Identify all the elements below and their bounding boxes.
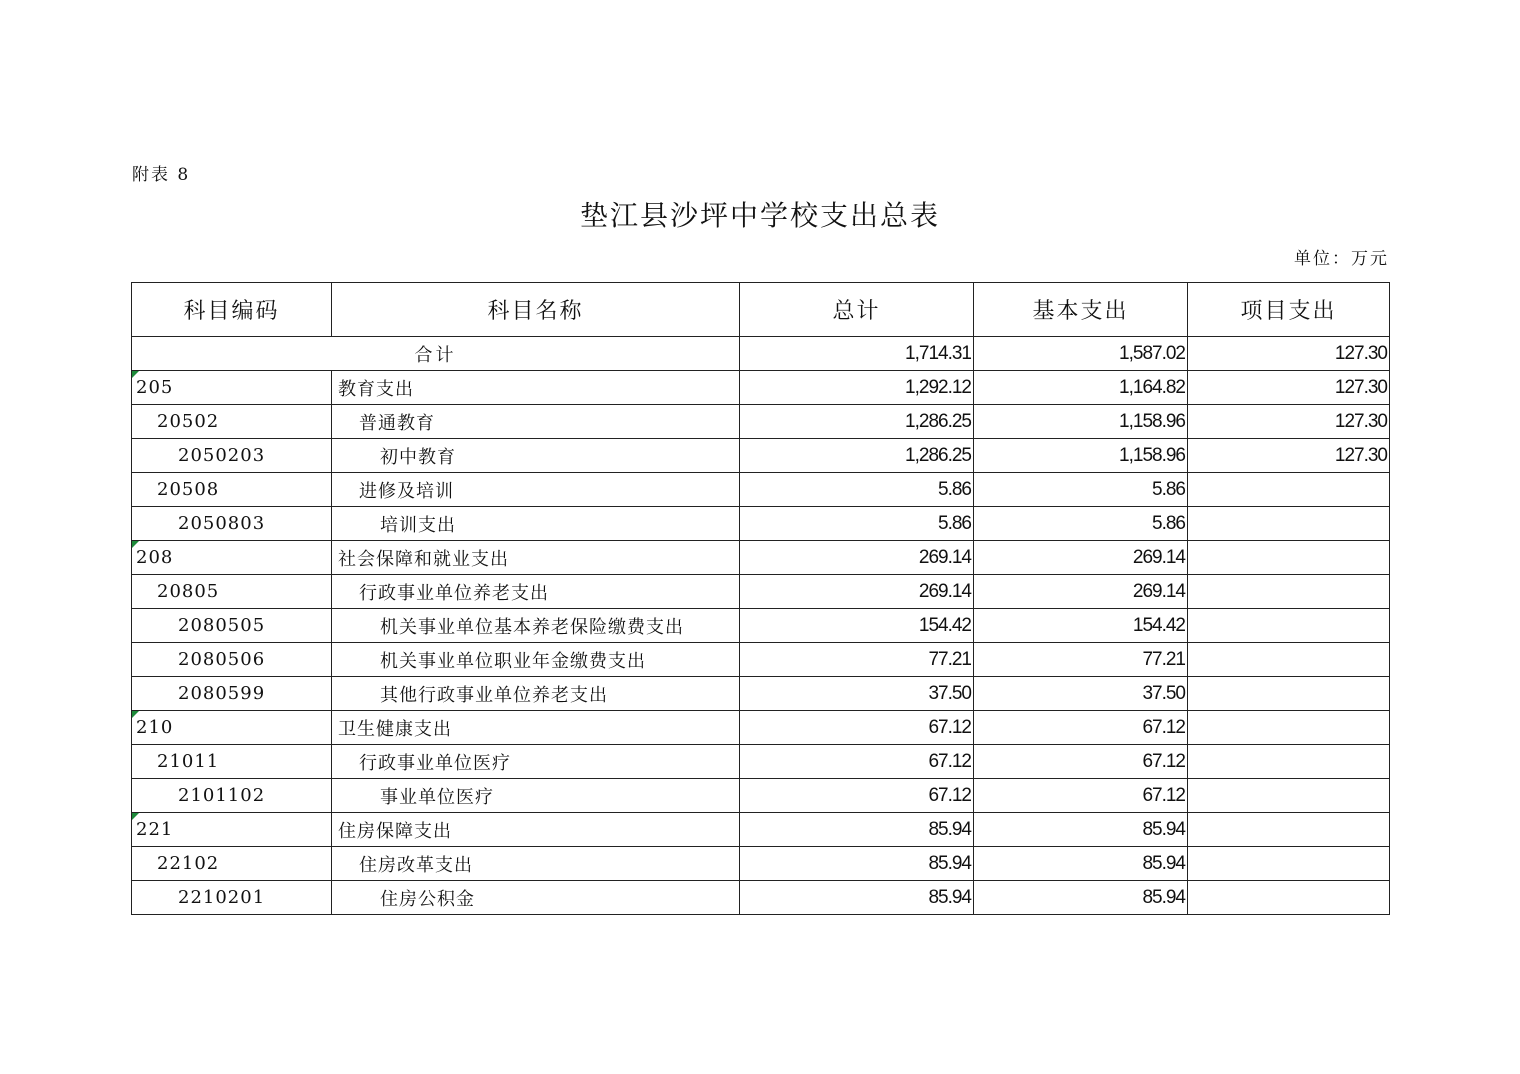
cell-total — [740, 643, 974, 677]
cell-basic-text: 85.94 — [1142, 818, 1185, 840]
cell-basic-text: 67.12 — [1142, 716, 1185, 738]
cell-name — [332, 609, 740, 643]
cell-name-text: 住房改革支出 — [359, 854, 473, 876]
cell-total — [740, 813, 974, 847]
unit-label: 单位：万元 — [1294, 249, 1389, 269]
cell-project-text: 127.30 — [1334, 444, 1387, 466]
cell-basic — [974, 847, 1188, 881]
cell-total-text: 85.94 — [928, 818, 971, 840]
table-row — [132, 507, 1390, 541]
cell-total-text: 154.42 — [918, 614, 971, 636]
cell-total — [740, 541, 974, 575]
cell-name-text: 培训支出 — [380, 514, 456, 536]
cell-marker-icon — [132, 711, 139, 718]
cell-basic-text: 77.21 — [1142, 648, 1185, 670]
cell-total — [740, 575, 974, 609]
annex-label: 附表 8 — [132, 165, 191, 185]
table-row — [132, 405, 1390, 439]
table-row — [132, 779, 1390, 813]
cell-total — [740, 507, 974, 541]
cell-basic — [974, 779, 1188, 813]
cell-project — [1188, 371, 1390, 405]
cell-code-text: 20508 — [157, 479, 220, 500]
cell-name-text: 社会保障和就业支出 — [338, 548, 509, 570]
cell-total — [740, 881, 974, 915]
cell-total — [740, 609, 974, 643]
cell-code — [132, 507, 332, 541]
cell-name-text: 进修及培训 — [359, 480, 454, 502]
cell-code-text: 208 — [136, 547, 174, 568]
cell-marker-icon — [132, 541, 139, 548]
cell-project — [1188, 779, 1390, 813]
cell-project — [1188, 473, 1390, 507]
header-name: 科目名称 — [332, 283, 740, 337]
table-row — [132, 745, 1390, 779]
cell-code-text: 20805 — [157, 581, 220, 602]
cell-code-text: 2050803 — [178, 513, 266, 534]
cell-code-text: 210 — [136, 717, 174, 738]
cell-total — [740, 779, 974, 813]
cell-total — [740, 473, 974, 507]
cell-name-text: 机关事业单位职业年金缴费支出 — [380, 650, 646, 672]
cell-project — [1188, 405, 1390, 439]
cell-basic — [974, 745, 1188, 779]
cell-name — [332, 371, 740, 405]
cell-total — [740, 439, 974, 473]
table-row — [132, 847, 1390, 881]
cell-total-text: 1,292.12 — [905, 376, 971, 398]
cell-code-text: 2080599 — [178, 683, 266, 704]
cell-total-text: 37.50 — [928, 682, 971, 704]
total-total: 1,714.31 — [740, 337, 974, 371]
cell-name — [332, 575, 740, 609]
cell-code — [132, 371, 332, 405]
cell-name — [332, 643, 740, 677]
cell-project — [1188, 677, 1390, 711]
cell-marker-icon — [132, 371, 139, 378]
cell-basic-text: 1,158.96 — [1119, 410, 1185, 432]
cell-project — [1188, 745, 1390, 779]
cell-project-text: 127.30 — [1334, 376, 1387, 398]
cell-name-text: 卫生健康支出 — [338, 718, 452, 740]
table-row — [132, 643, 1390, 677]
cell-code-text: 2050203 — [178, 445, 266, 466]
cell-code-text: 2210201 — [178, 887, 266, 908]
cell-code — [132, 813, 332, 847]
cell-total — [740, 745, 974, 779]
cell-code — [132, 439, 332, 473]
cell-total-text: 1,286.25 — [905, 444, 971, 466]
cell-total-text: 269.14 — [918, 546, 971, 568]
cell-basic-text: 5.86 — [1152, 512, 1185, 534]
total-project: 127.30 — [1188, 337, 1390, 371]
cell-name-text: 普通教育 — [359, 412, 435, 434]
cell-basic — [974, 439, 1188, 473]
cell-code — [132, 609, 332, 643]
table-row — [132, 473, 1390, 507]
cell-total — [740, 371, 974, 405]
cell-project — [1188, 541, 1390, 575]
cell-basic — [974, 677, 1188, 711]
cell-name-text: 事业单位医疗 — [380, 786, 494, 808]
cell-basic — [974, 541, 1188, 575]
cell-basic — [974, 507, 1188, 541]
cell-name — [332, 881, 740, 915]
cell-name-text: 其他行政事业单位养老支出 — [380, 684, 608, 706]
cell-project — [1188, 439, 1390, 473]
cell-code-text: 21011 — [157, 751, 220, 772]
cell-total-text: 269.14 — [918, 580, 971, 602]
cell-name — [332, 677, 740, 711]
table-row — [132, 881, 1390, 915]
cell-code-text: 2080505 — [178, 615, 266, 636]
header-total: 总计 — [740, 283, 974, 337]
cell-name-text: 初中教育 — [380, 446, 456, 468]
cell-basic-text: 269.14 — [1132, 580, 1185, 602]
cell-code-text: 20502 — [157, 411, 220, 432]
cell-code — [132, 541, 332, 575]
cell-basic-text: 269.14 — [1132, 546, 1185, 568]
cell-project — [1188, 813, 1390, 847]
cell-basic-text: 1,158.96 — [1119, 444, 1185, 466]
cell-total — [740, 711, 974, 745]
cell-project — [1188, 609, 1390, 643]
cell-code-text: 221 — [136, 819, 174, 840]
cell-name-text: 住房保障支出 — [338, 820, 452, 842]
cell-total-text: 67.12 — [928, 716, 971, 738]
cell-name — [332, 745, 740, 779]
cell-code-text: 2080506 — [178, 649, 266, 670]
cell-name-text: 教育支出 — [338, 378, 414, 400]
cell-name-text: 行政事业单位医疗 — [359, 752, 511, 774]
cell-code-text: 2101102 — [178, 785, 266, 806]
cell-total-text: 85.94 — [928, 886, 971, 908]
cell-basic — [974, 643, 1188, 677]
cell-total-text: 1,286.25 — [905, 410, 971, 432]
total-row — [132, 337, 1390, 371]
cell-basic — [974, 575, 1188, 609]
cell-total-text: 85.94 — [928, 852, 971, 874]
cell-total-text: 67.12 — [928, 750, 971, 772]
cell-name-text: 机关事业单位基本养老保险缴费支出 — [380, 616, 684, 638]
cell-name — [332, 507, 740, 541]
header-row — [132, 283, 1390, 337]
table-row — [132, 711, 1390, 745]
cell-code-text: 205 — [136, 377, 174, 398]
cell-project-text: 127.30 — [1334, 410, 1387, 432]
table-row — [132, 541, 1390, 575]
cell-basic-text: 85.94 — [1142, 886, 1185, 908]
cell-basic-text: 67.12 — [1142, 784, 1185, 806]
cell-project — [1188, 575, 1390, 609]
cell-code — [132, 643, 332, 677]
cell-code — [132, 847, 332, 881]
cell-name — [332, 711, 740, 745]
cell-name-text: 住房公积金 — [380, 888, 475, 910]
table-row — [132, 677, 1390, 711]
page-title: 垫江县沙坪中学校支出总表 — [579, 199, 940, 232]
cell-basic — [974, 609, 1188, 643]
header-basic: 基本支出 — [974, 283, 1188, 337]
cell-basic-text: 1,164.82 — [1119, 376, 1185, 398]
header-code: 科目编码 — [132, 283, 332, 337]
cell-basic — [974, 371, 1188, 405]
cell-code — [132, 779, 332, 813]
cell-name — [332, 473, 740, 507]
header-project: 项目支出 — [1188, 283, 1390, 337]
cell-basic — [974, 473, 1188, 507]
cell-code — [132, 677, 332, 711]
cell-basic — [974, 813, 1188, 847]
cell-total-text: 5.86 — [938, 512, 971, 534]
cell-code — [132, 575, 332, 609]
cell-basic — [974, 711, 1188, 745]
cell-basic-text: 154.42 — [1132, 614, 1185, 636]
cell-project — [1188, 507, 1390, 541]
cell-total — [740, 847, 974, 881]
cell-name — [332, 439, 740, 473]
cell-code-text: 22102 — [157, 853, 220, 874]
cell-project — [1188, 643, 1390, 677]
cell-basic-text: 85.94 — [1142, 852, 1185, 874]
table-row — [132, 439, 1390, 473]
cell-total-text: 5.86 — [938, 478, 971, 500]
cell-total — [740, 677, 974, 711]
cell-basic-text: 67.12 — [1142, 750, 1185, 772]
table-row — [132, 575, 1390, 609]
table-row — [132, 813, 1390, 847]
cell-code — [132, 745, 332, 779]
cell-total — [740, 405, 974, 439]
cell-code — [132, 405, 332, 439]
total-label: 合计 — [132, 337, 740, 371]
table-row — [132, 609, 1390, 643]
cell-code — [132, 711, 332, 745]
cell-total-text: 77.21 — [928, 648, 971, 670]
cell-name — [332, 405, 740, 439]
cell-basic-text: 5.86 — [1152, 478, 1185, 500]
cell-basic — [974, 881, 1188, 915]
cell-name — [332, 813, 740, 847]
cell-name — [332, 541, 740, 575]
cell-total-text: 67.12 — [928, 784, 971, 806]
cell-code — [132, 473, 332, 507]
cell-project — [1188, 881, 1390, 915]
total-basic: 1,587.02 — [974, 337, 1188, 371]
cell-name — [332, 847, 740, 881]
cell-code — [132, 881, 332, 915]
expenditure-table — [131, 282, 1390, 915]
cell-project — [1188, 711, 1390, 745]
cell-basic-text: 37.50 — [1142, 682, 1185, 704]
cell-basic — [974, 405, 1188, 439]
cell-name-text: 行政事业单位养老支出 — [359, 582, 549, 604]
table-row — [132, 371, 1390, 405]
cell-project — [1188, 847, 1390, 881]
cell-name — [332, 779, 740, 813]
cell-marker-icon — [132, 813, 139, 820]
